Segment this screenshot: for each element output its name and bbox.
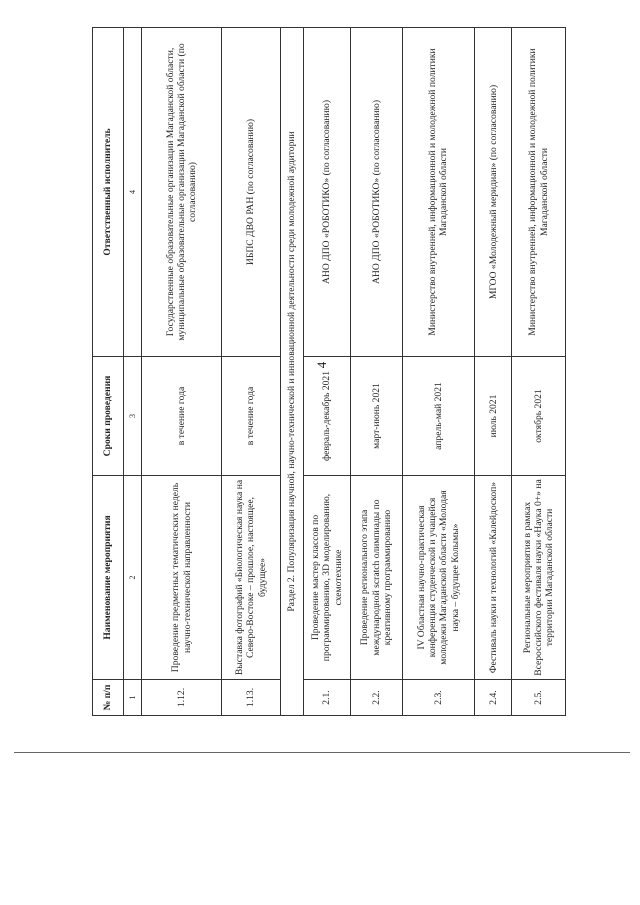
row-num: 2.5. bbox=[512, 680, 566, 716]
events-table bbox=[92, 27, 566, 716]
row-name: Проведение мастер классов по программированию, 3D моделированию, схемотехнике bbox=[304, 476, 351, 680]
section-row bbox=[280, 28, 303, 716]
row-num: 2.3. bbox=[402, 680, 475, 716]
row-name: Выставка фотографий «Биологическая наука на Северо-Востоке – прошлое, настоящее, будущее» bbox=[222, 476, 280, 680]
column-number: 1 bbox=[124, 680, 142, 716]
row-responsible: Министерство внутренней, информационной и молодежной политики Магаданской области bbox=[512, 28, 566, 357]
row-num: 1.13. bbox=[222, 680, 280, 716]
table-row bbox=[351, 28, 402, 716]
table-row bbox=[402, 28, 475, 716]
row-responsible: АНО ДПО «РОБОТИКО» (по согласованию) bbox=[351, 28, 402, 357]
row-dates: в течение года bbox=[222, 357, 280, 476]
table-header-row bbox=[93, 28, 124, 716]
column-number: 3 bbox=[124, 357, 142, 476]
row-dates: октябрь 2021 bbox=[512, 357, 566, 476]
row-responsible: АНО ДПО «РОБОТИКО» (по согласованию) bbox=[304, 28, 351, 357]
row-responsible: МГОО «Молодежный меридиан» (по согласованию) bbox=[475, 28, 512, 357]
row-responsible: Министерство внутренней, информационной и молодежной политики Магаданской области bbox=[402, 28, 475, 357]
table-row bbox=[222, 28, 280, 716]
row-num: 1.12. bbox=[141, 680, 222, 716]
row-dates: апрель-май 2021 bbox=[402, 357, 475, 476]
row-name: Фестиваль науки и технологий «Калейдоскоп» bbox=[475, 476, 512, 680]
row-dates: в течение года bbox=[141, 357, 222, 476]
page-number: 4 bbox=[314, 361, 329, 369]
table-container bbox=[92, 28, 566, 716]
table-row bbox=[304, 28, 351, 716]
row-num: 2.4. bbox=[475, 680, 512, 716]
row-num: 2.1. bbox=[304, 680, 351, 716]
row-responsible: ИБПС ДВО РАН (по согласованию) bbox=[222, 28, 280, 357]
page-divider bbox=[14, 752, 630, 753]
row-responsible: Государственные образовательные организации Магаданской области, муниципальные образовательные организации Магаданской области (по согласованию) bbox=[141, 28, 222, 357]
row-dates: февраль-декабрь 2021 bbox=[304, 357, 351, 476]
header-dates: Сроки проведения bbox=[93, 357, 124, 476]
table-row bbox=[512, 28, 566, 716]
column-number: 4 bbox=[124, 28, 142, 357]
header-responsible: Ответственный исполнитель bbox=[93, 28, 124, 357]
column-number: 2 bbox=[124, 476, 142, 680]
table-row bbox=[141, 28, 222, 716]
section-title: Раздел 2. Популяризация научной, научно-технической и инновационной деятельности среди молодежной аудитории bbox=[280, 28, 303, 716]
column-numbers-row bbox=[124, 28, 142, 716]
row-name: IV Областная научно-практическая конференция студенческой и учащейся молодежи Магаданской области «Молодая наука – будущее Колымы» bbox=[402, 476, 475, 680]
header-num: № п/п bbox=[93, 680, 124, 716]
table-row bbox=[475, 28, 512, 716]
row-dates: март-июнь 2021 bbox=[351, 357, 402, 476]
row-dates: июль 2021 bbox=[475, 357, 512, 476]
row-num: 2.2. bbox=[351, 680, 402, 716]
row-name: Региональные мероприятия в рамках Всероссийского фестиваля науки «Наука 0+» на территории Магаданской области bbox=[512, 476, 566, 680]
row-name: Проведение регионального этапа международной scratch олимпиады по креативному программированию bbox=[351, 476, 402, 680]
header-name: Наименование мероприятия bbox=[93, 476, 124, 680]
row-name: Проведение предметных тематических недель научно-технической направленности bbox=[141, 476, 222, 680]
